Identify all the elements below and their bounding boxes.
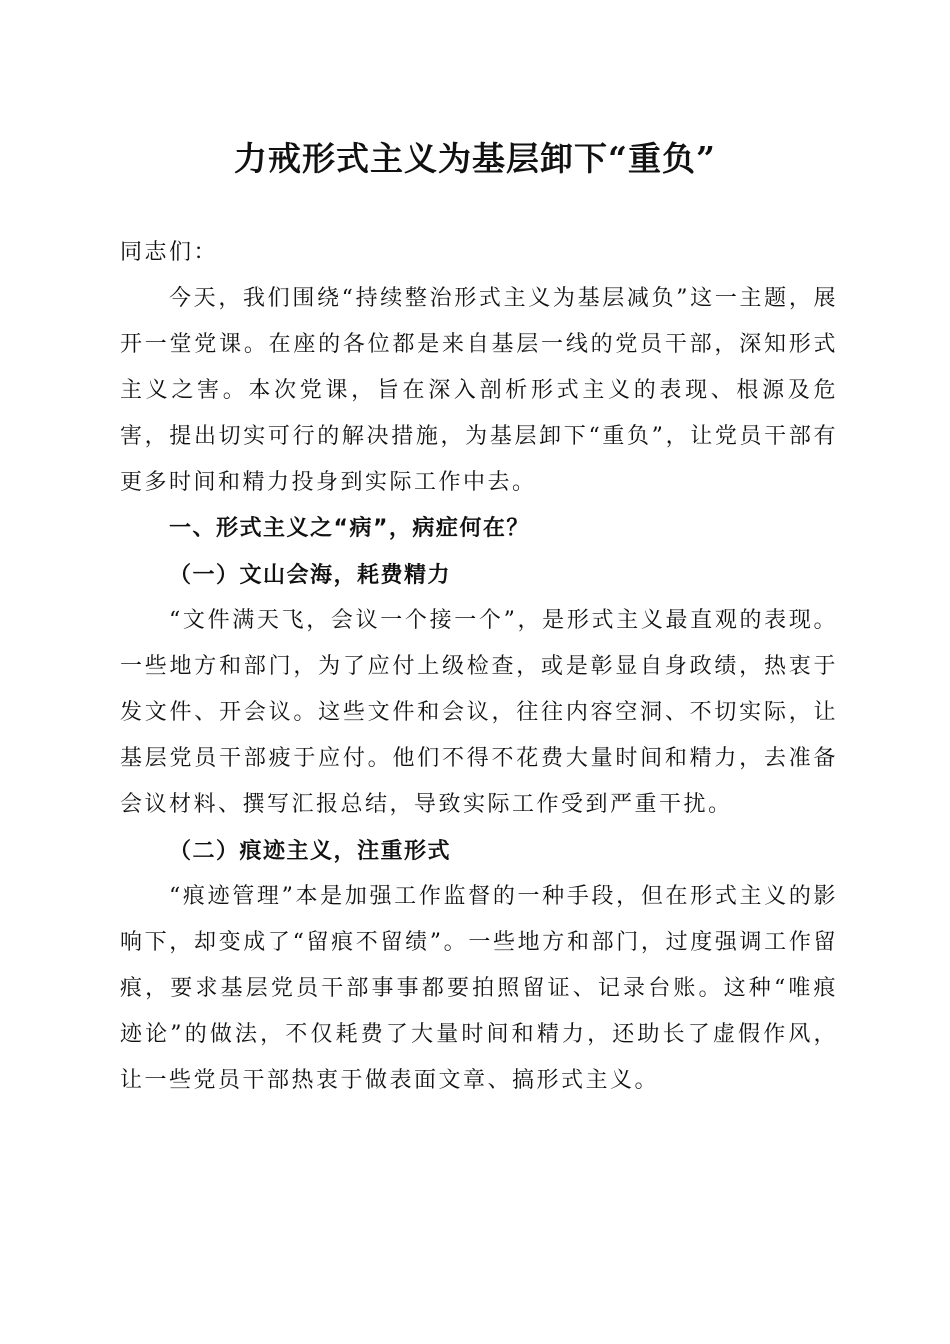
subsection-heading-2: （二）痕迹主义，注重形式 <box>169 838 452 864</box>
intro-paragraph: 今天，我们围绕“持续整治形式主义为基层减负”这一主题，展开一堂党课。在座的各位都是来自基层一线的党员干部，深知形式主义之害。本次党课，旨在深入剖析形式主义的表现、根源及危害，提出切实可行的解决措施，为基层卸下“重负”，让党员干部有更多时间和精力投身到实际工作中去。 <box>120 286 838 495</box>
subsection-paragraph-2: “痕迹管理”本是加强工作监督的一种手段，但在形式主义的影响下，却变成了“留痕不留绩”。一些地方和部门，过度强调工作留痕，要求基层党员干部事事都要拍照留证、记录台账。这种“唯痕迹论”的做法，不仅耗费了大量时间和精力，还助长了虚假作风，让一些党员干部热衷于做表面文章、搞形式主义。 <box>120 884 838 1093</box>
salutation: 同志们： <box>120 240 219 265</box>
section-heading-1: 一、形式主义之“病”，病症何在？ <box>169 516 530 541</box>
document-title: 力戒形式主义为基层卸下“重负” <box>234 139 716 178</box>
subsection-heading-1: （一）文山会海，耗费精力 <box>169 562 452 588</box>
subsection-paragraph-1: “文件满天飞，会议一个接一个”，是形式主义最直观的表现。一些地方和部门，为了应付上级检查，或是彰显自身政绩，热衷于发文件、开会议。这些文件和会议，往往内容空洞、不切实际，让基层党员干部疲于应付。他们不得不花费大量时间和精力，去准备会议材料、撰写汇报总结，导致实际工作受到严重干扰。 <box>120 608 838 817</box>
document-body <box>120 230 838 1104</box>
